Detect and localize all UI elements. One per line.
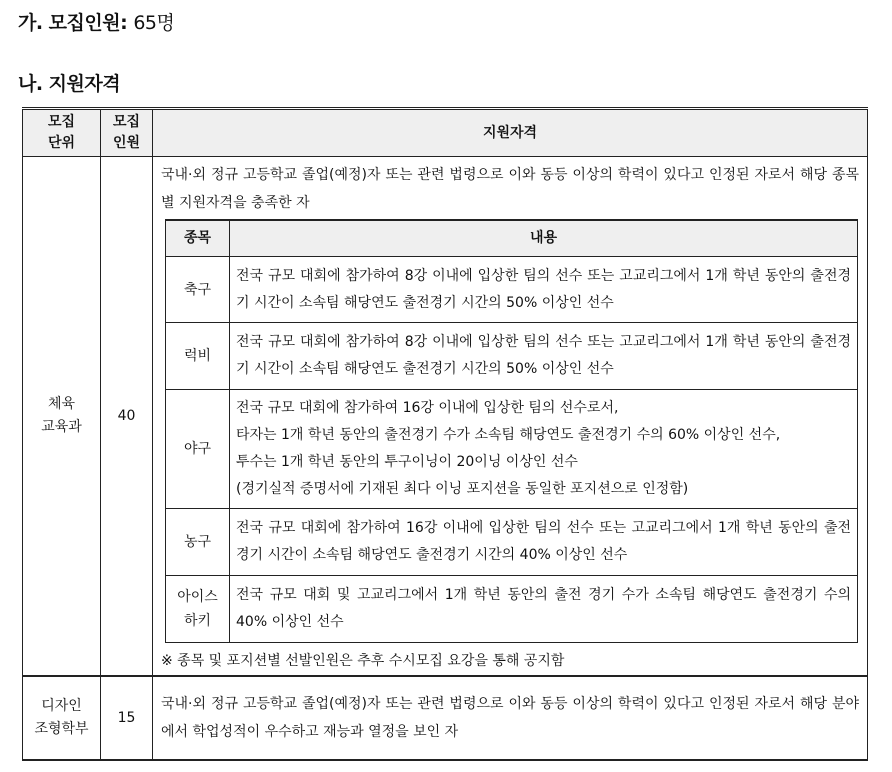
unit-name-line2: 교육과 (41, 419, 82, 435)
unit-name-line1: 디자인 (41, 698, 82, 714)
eligibility-table (22, 107, 868, 761)
sport-requirement: 전국 규모 대회에 참가하여 8강 이내에 입상한 팀의 선수 또는 고교리그에서 1개 학년 동안의 출전경기 시간이 소속팀 해당연도 출전경기 시간의 50% 이상인 선수 (230, 257, 858, 323)
header-count-line2: 인원 (112, 135, 141, 151)
unit-cell (23, 157, 101, 677)
header-qualification: 지원자격 (153, 109, 868, 157)
header-unit-line1: 모집 (47, 114, 76, 130)
sub-header-sport: 종목 (166, 220, 230, 257)
section-b-heading: 나. 지원자격 (18, 73, 121, 95)
table-row (23, 676, 868, 760)
header-unit-line2: 단위 (47, 135, 76, 151)
unit-name-line1: 체육 (47, 396, 76, 412)
sub-header-content: 내용 (230, 220, 858, 257)
sub-table-header-row (166, 220, 858, 257)
sport-name: 농구 (166, 509, 230, 576)
count-cell: 15 (101, 676, 153, 760)
sport-requirement: 전국 규모 대회에 참가하여 16강 이내에 입상한 팀의 선수 또는 고교리그에서 1개 학년 동안의 출전경기 시간이 소속팀 해당연도 출전경기 시간의 40% 이상인 선수 (230, 509, 858, 576)
header-count-line1: 모집 (112, 114, 141, 130)
sport-requirement: 전국 규모 대회에 참가하여 8강 이내에 입상한 팀의 선수 또는 고교리그에서 1개 학년 동안의 출전경기 시간이 소속팀 해당연도 출전경기 시간의 50% 이상인 선수 (230, 323, 858, 390)
unit-name-line2: 조형학부 (34, 721, 89, 737)
sport-name-line2: 하키 (183, 613, 212, 629)
header-unit (23, 109, 101, 157)
sport-name-line1: 아이스 (177, 589, 218, 605)
sport-name (166, 576, 230, 643)
sport-name: 축구 (166, 257, 230, 323)
qualification-text: 국내·외 정규 고등학교 졸업(예정)자 또는 관련 법령으로 이와 동등 이상의 학력이 있다고 인정된 자로서 해당 분야에서 학업성적이 우수하고 재능과 열정을 보인 자 (161, 696, 859, 740)
table-row (23, 157, 868, 677)
count-cell: 40 (101, 157, 153, 677)
sport-requirements-table (165, 219, 858, 643)
selection-note: ※ 종목 및 포지션별 선발인원은 추후 수시모집 요강을 통해 공지함 (161, 653, 565, 669)
recruitment-count-value: 65명 (133, 12, 175, 34)
sport-requirement (230, 390, 858, 509)
requirement-line: 타자는 1개 학년 동안의 출전경기 수가 소속팀 해당연도 출전경기 수의 60% 이상인 선수, (236, 427, 781, 443)
table-row (166, 390, 858, 509)
sport-requirement: 전국 규모 대회 및 고교리그에서 1개 학년 동안의 출전 경기 수가 소속팀 해당연도 출전경기 수의 40% 이상인 선수 (230, 576, 858, 643)
table-row (166, 323, 858, 390)
table-header-row (23, 109, 868, 157)
requirement-line: 전국 규모 대회에 참가하여 16강 이내에 입상한 팀의 선수로서, (236, 400, 619, 416)
table-row (166, 576, 858, 643)
unit-cell (23, 676, 101, 760)
recruitment-count-label: 가. 모집인원: (18, 12, 128, 34)
qualification-text: 국내·외 정규 고등학교 졸업(예정)자 또는 관련 법령으로 이와 동등 이상의 학력이 있다고 인정된 자로서 해당 종목별 지원자격을 충족한 자 (161, 167, 859, 211)
sport-name: 야구 (166, 390, 230, 509)
requirement-line: (경기실적 증명서에 기재된 최다 이닝 포지션을 동일한 포지션으로 인정함) (236, 481, 689, 497)
section-a-heading (18, 8, 174, 35)
qualification-cell (153, 676, 868, 760)
requirement-line: 투수는 1개 학년 동안의 투구이닝이 20이닝 이상인 선수 (236, 454, 578, 470)
header-count (101, 109, 153, 157)
table-row (166, 257, 858, 323)
qualification-cell (153, 157, 868, 677)
table-row (166, 509, 858, 576)
sport-name: 럭비 (166, 323, 230, 390)
